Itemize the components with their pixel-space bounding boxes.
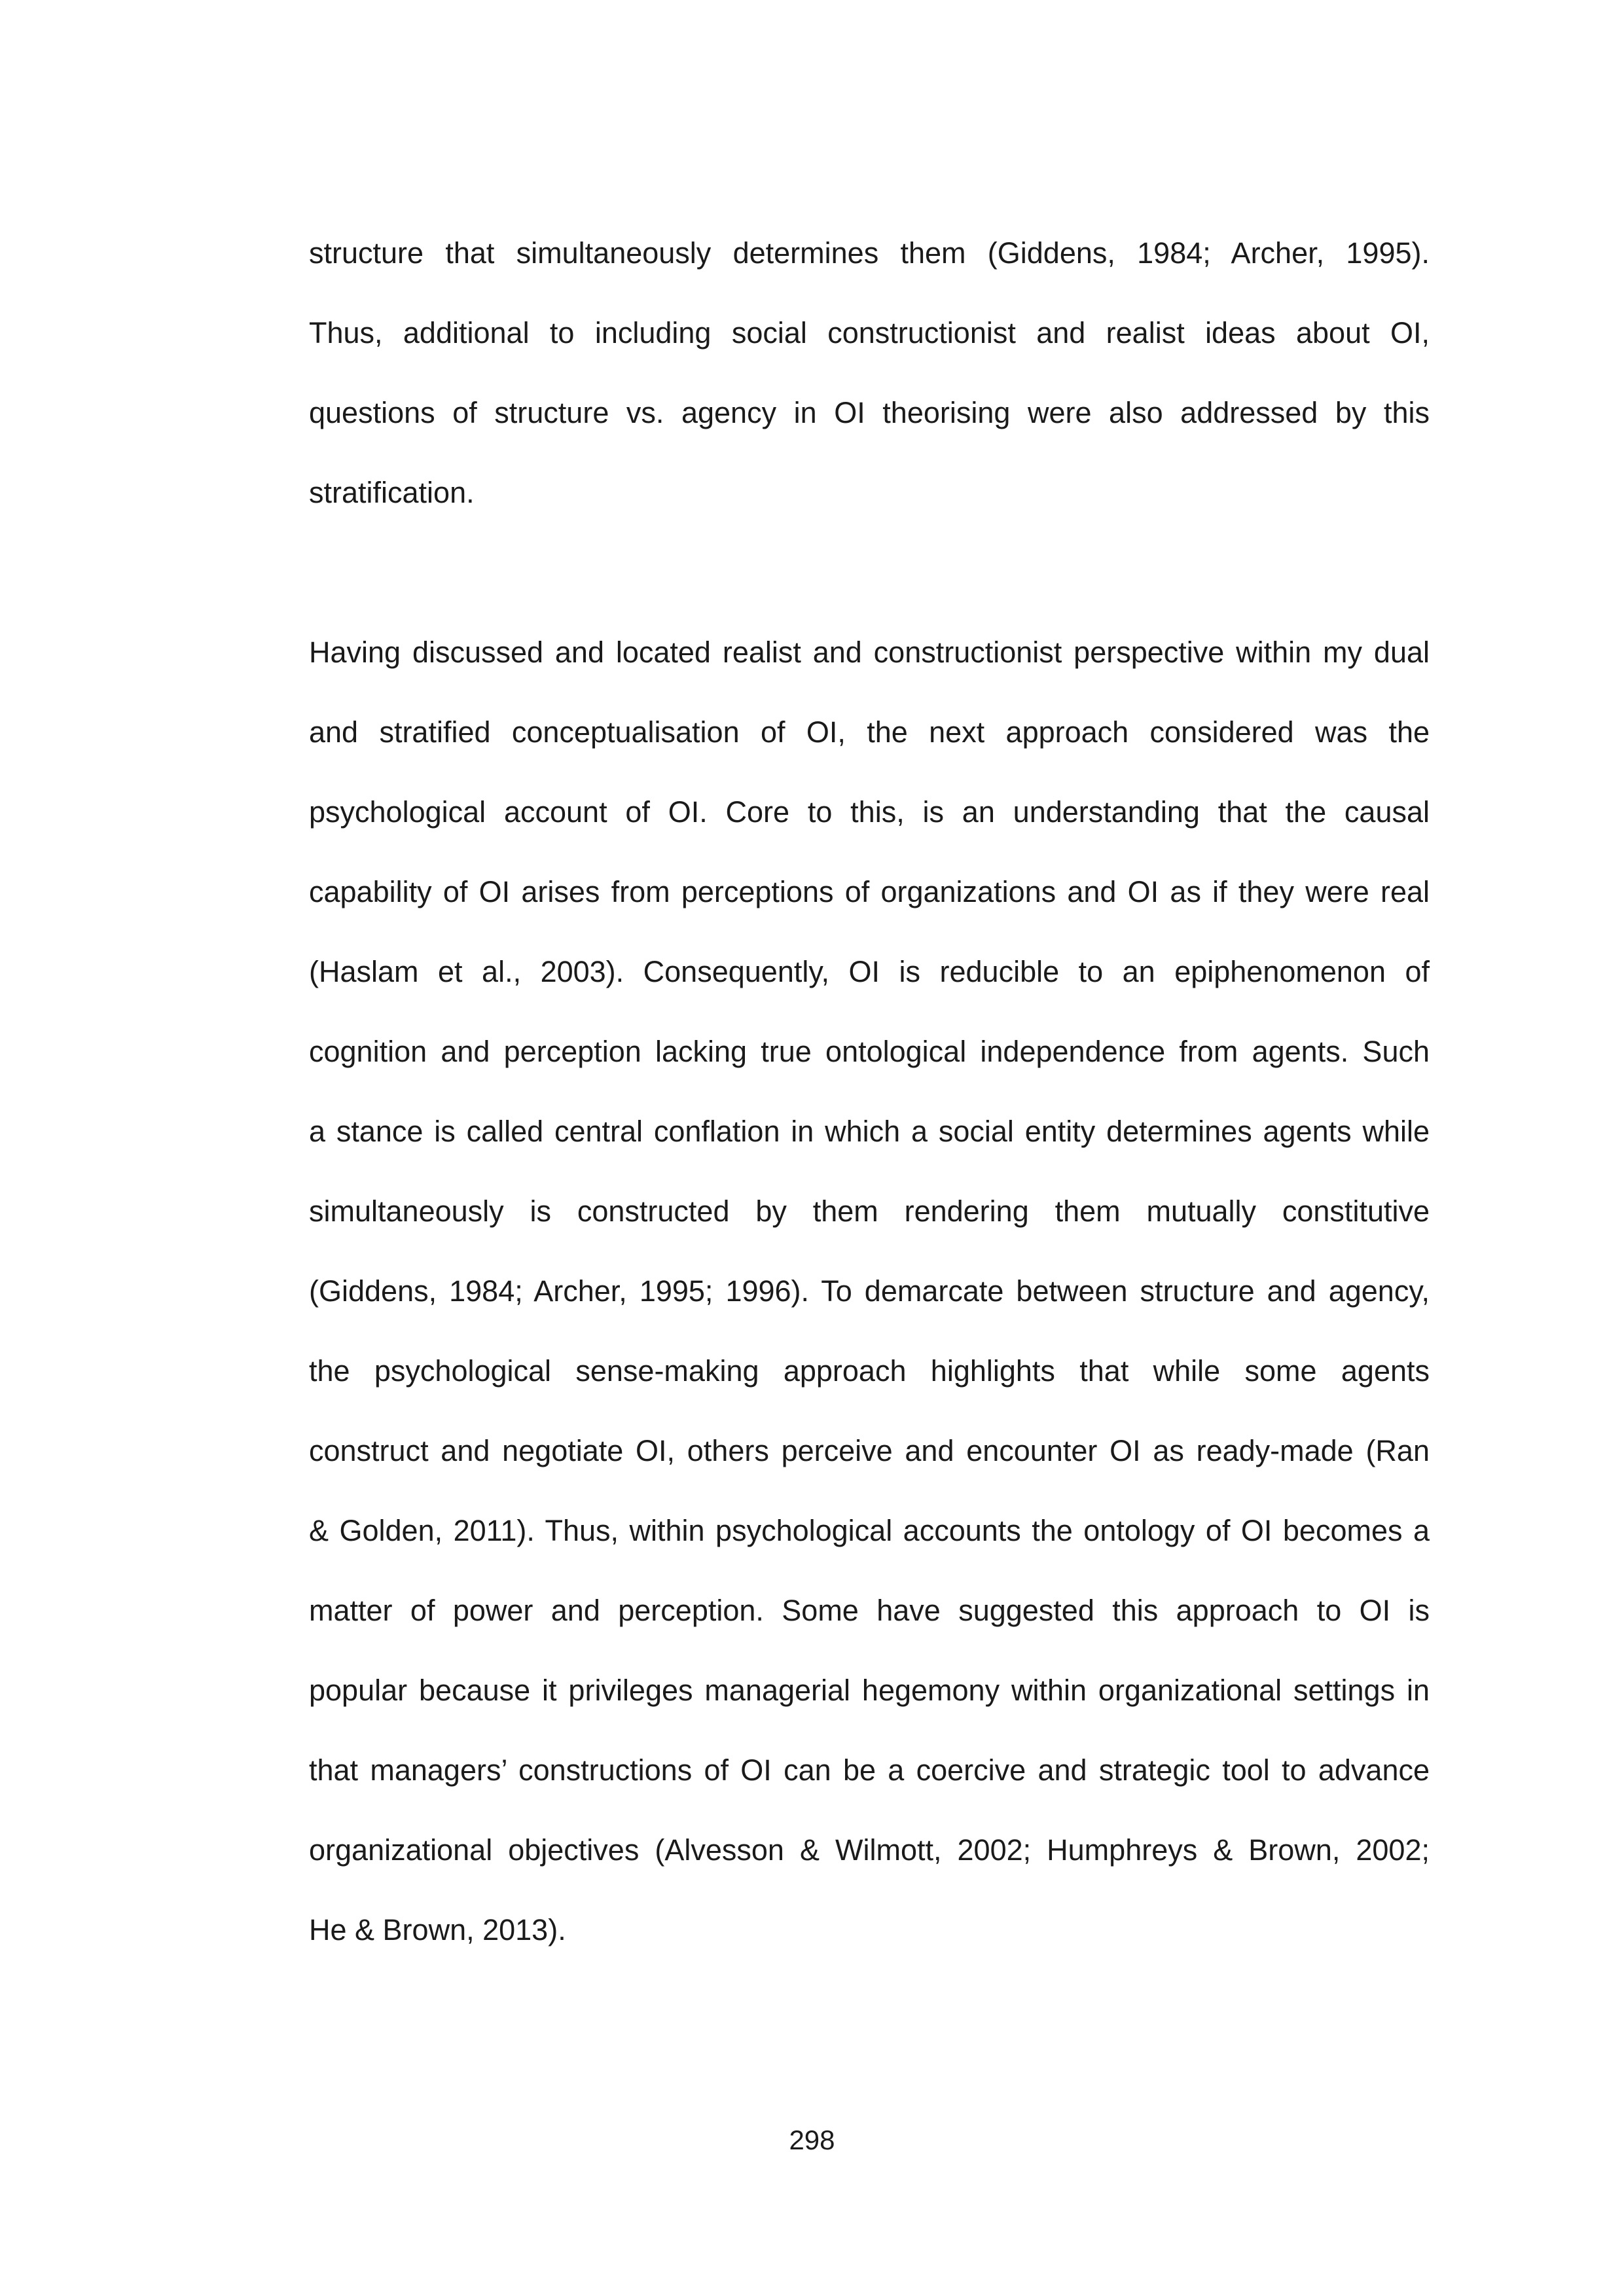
text-line: structure that simultaneously determines them (Giddens, 1984; Archer, 1995). bbox=[309, 236, 1430, 270]
text-line: popular because it privileges managerial hegemony within organizational settings in bbox=[309, 1674, 1430, 1707]
text-line: a stance is called central conflation in which a social entity determines agents while bbox=[309, 1115, 1430, 1148]
text-line: stratification. bbox=[309, 476, 475, 509]
text-line: Thus, additional to including social constructionist and realist ideas about OI, bbox=[309, 316, 1430, 350]
text-line: that managers’ constructions of OI can be a coercive and strategic tool to advance bbox=[309, 1753, 1430, 1787]
text-line: & Golden, 2011). Thus, within psychological accounts the ontology of OI becomes a bbox=[309, 1514, 1430, 1547]
text-line: construct and negotiate OI, others perceive and encounter OI as ready-made (Ran bbox=[309, 1434, 1430, 1467]
text-line: Having discussed and located realist and constructionist perspective within my dual bbox=[309, 636, 1430, 669]
text-line: simultaneously is constructed by them rendering them mutually constitutive bbox=[309, 1194, 1430, 1228]
text-line: (Haslam et al., 2003). Consequently, OI is reducible to an epiphenomenon of bbox=[309, 955, 1430, 988]
text-line: cognition and perception lacking true ontological independence from agents. Such bbox=[309, 1035, 1430, 1068]
text-line: psychological account of OI. Core to this, is an understanding that the causal bbox=[309, 795, 1430, 829]
text-line: matter of power and perception. Some have suggested this approach to OI is bbox=[309, 1594, 1430, 1627]
text-line: questions of structure vs. agency in OI theorising were also addressed by this bbox=[309, 396, 1430, 429]
text-line: He & Brown, 2013). bbox=[309, 1913, 566, 1946]
paragraph-1 bbox=[309, 213, 1430, 533]
paragraph-2 bbox=[309, 613, 1430, 1970]
text-line: the psychological sense-making approach highlights that while some agents bbox=[309, 1354, 1430, 1388]
text-line: and stratified conceptualisation of OI, the next approach considered was the bbox=[309, 715, 1430, 749]
text-line: (Giddens, 1984; Archer, 1995; 1996). To demarcate between structure and agency, bbox=[309, 1274, 1430, 1308]
text-line: organizational objectives (Alvesson & Wilmott, 2002; Humphreys & Brown, 2002; bbox=[309, 1833, 1430, 1867]
page-number: 298 bbox=[789, 2125, 835, 2155]
text-line: capability of OI arises from perceptions of organizations and OI as if they were real bbox=[309, 875, 1430, 908]
